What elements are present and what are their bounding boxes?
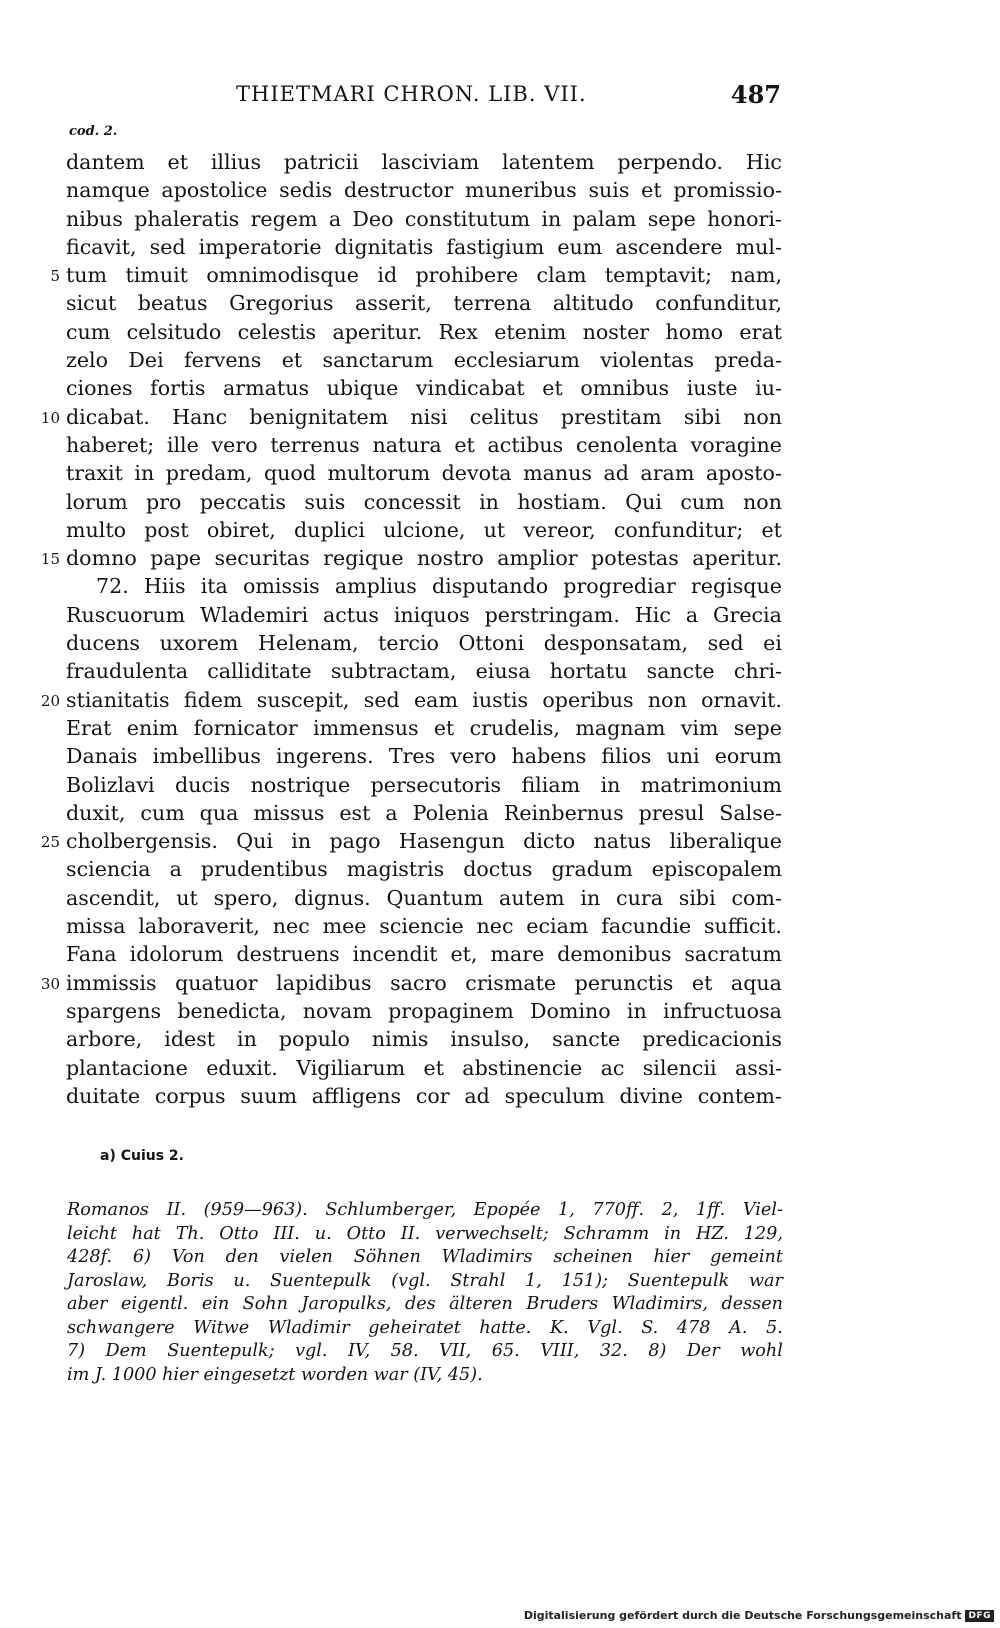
historical-notes (67, 1199, 783, 1387)
note-line: Jaroslaw, Boris u. Suentepulk (vgl. Strahl 1, 151); Suentepulk war (67, 1270, 783, 1291)
text-line: duxit, cum qua missus est a Polenia Reinbernus presul Salse- (66, 800, 782, 825)
body-text (40, 148, 782, 1110)
line-number: 15 (40, 550, 60, 569)
text-line: 15 domno pape securitas regique nostro amplior potestas aperitur. (66, 544, 782, 572)
text-line: Erat enim fornicator immensus et crudelis, magnam vim sepe (66, 715, 782, 740)
text-line: sciencia a prudentibus magistris doctus gradum episcopalem (66, 857, 782, 882)
text-line: Danais imbellibus ingerens. Tres vero habens filios uni eorum (66, 744, 782, 769)
text-line: Ruscuorum Wlademiri actus iniquos perstringam. Hic a Grecia (66, 602, 782, 627)
running-header (236, 82, 781, 116)
page-number: 487 (730, 80, 781, 109)
text-line: lorum pro peccatis suis concessit in hostiam. Qui cum non (66, 489, 782, 514)
text-line: missa laboraverit, nec mee sciencie nec eciam facundie sufficit. (66, 914, 782, 939)
text-line: arbore, idest in populo nimis insulso, sancte predicacionis (66, 1027, 782, 1052)
text-line: spargens benedicta, novam propaginem Domino in infructuosa (66, 998, 782, 1023)
note-line: Romanos II. (959—963). Schlumberger, Epopée 1, 770ff. 2, 1ff. Viel- (67, 1200, 783, 1220)
text-line: dantem et illius patricii lasciviam latentem perpendo. Hic (66, 150, 782, 174)
text-line: ascendit, ut spero, dignus. Quantum autem in cura sibi com- (66, 885, 782, 910)
codex-note: cod. 2. (69, 124, 118, 139)
text-line: zelo Dei fervens et sanctarum ecclesiarum violentas preda- (66, 348, 782, 373)
text-line: ciones fortis armatus ubique vindicabat et omnibus iuste iu- (66, 376, 782, 401)
text-line: 72. Hiis ita omissis amplius disputando progrediar regisque (96, 574, 782, 599)
text-line: namque apostolice sedis destructor muneribus suis et promissio- (66, 178, 782, 203)
text-line: 10 dicabat. Hanc benignitatem nisi celitus prestitam sibi non (66, 403, 782, 431)
running-title: THIETMARI CHRON. LIB. VII. (236, 82, 587, 106)
line-number: 5 (50, 267, 60, 286)
text-line: nibus phaleratis regem a Deo constitutum in palam sepe honori- (66, 206, 782, 231)
note-line: 7) Dem Suentepulk; vgl. IV, 58. VII, 65. VIII, 32. 8) Der wohl (67, 1341, 783, 1361)
text-line: ficavit, sed imperatorie dignitatis fastigium eum ascendere mul- (66, 234, 782, 259)
dfg-logo: DFG (965, 1610, 994, 1622)
text-line: Bolizlavi ducis nostrique persecutoris filiam in matrimonium (66, 772, 782, 797)
credit-text: Digitalisierung gefördert durch die Deutsche Forschungsgemeinschaft (523, 1609, 962, 1622)
text-line: 30 immissis quatuor lapidibus sacro crismate perunctis et aqua (66, 969, 782, 997)
text-line: 25 cholbergensis. Qui in pago Hasengun dicto natus liberalique (66, 827, 782, 855)
text-line: 20 stianitatis fidem suscepit, sed eam iustis operibus non ornavit. (66, 686, 782, 714)
note-line: 428f. 6) Von den vielen Söhnen Wladimirs scheinen hier gemeint (67, 1247, 783, 1267)
text-line: ducens uxorem Helenam, tercio Ottoni desponsatam, sed ei (66, 631, 782, 656)
text-line: fraudulenta calliditate subtractam, eiusa hortatu sancte chri- (66, 659, 782, 684)
line-number: 20 (40, 691, 60, 710)
text-line: Fana idolorum destruens incendit et, mare demonibus sacratum (66, 942, 782, 967)
note-line: aber eigentl. ein Sohn Jaropulks, des älteren Bruders Wladimirs, dessen (67, 1294, 783, 1314)
text-line: cum celsitudo celestis aperitur. Rex etenim noster homo erat (66, 319, 782, 344)
text-line: 5 tum timuit omnimodisque id prohibere clam temptavit; nam, (66, 261, 782, 289)
text-line: plantacione eduxit. Vigiliarum et abstinencie ac silencii assi- (66, 1055, 782, 1080)
text-line: sicut beatus Gregorius asserit, terrena altitudo confunditur, (66, 291, 782, 316)
apparatus-note: a) Cuius 2. (100, 1148, 184, 1164)
line-number: 30 (40, 974, 60, 993)
footer-credit (524, 1609, 994, 1622)
text-line: haberet; ille vero terrenus natura et actibus cenolenta voragine (66, 432, 782, 457)
text-line: duitate corpus suum affligens cor ad speculum divine contem- (66, 1083, 782, 1108)
line-number: 10 (40, 408, 60, 427)
note-line: leicht hat Th. Otto III. u. Otto II. verwechselt; Schramm in HZ. 129, (67, 1223, 783, 1244)
note-line: schwangere Witwe Wladimir geheiratet hatte. K. Vgl. S. 478 A. 5. (67, 1317, 783, 1338)
text-line: traxit in predam, quod multorum devota manus ad aram aposto- (66, 461, 782, 486)
line-number: 25 (40, 833, 60, 852)
note-line: im J. 1000 hier eingesetzt worden war (IV, 45). (67, 1364, 483, 1385)
text-line: multo post obiret, duplici ulcione, ut vereor, confunditur; et (66, 517, 782, 542)
